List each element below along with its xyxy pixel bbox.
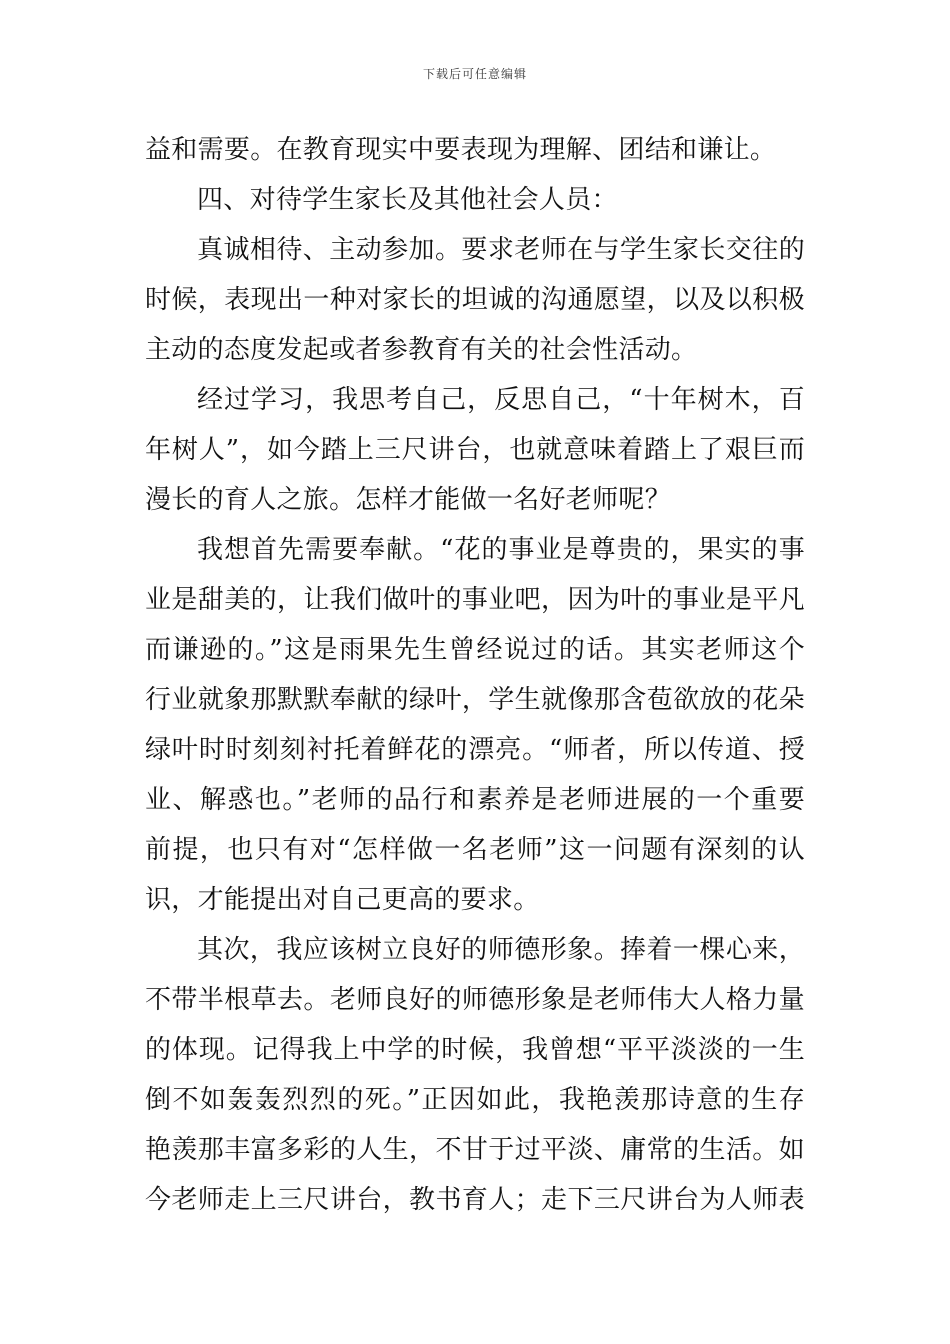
text-line: 益和需要。在教育现实中要表现为理解、团结和谦让。 (145, 135, 777, 165)
text-line: 业是甜美的，让我们做叶的事业吧，因为叶的事业是平凡 (145, 585, 805, 615)
text-line: 倒不如轰轰烈烈的死。”正因如此，我艳羡那诗意的生存 (145, 1085, 805, 1115)
text-line: 年树人”，如今踏上三尺讲台，也就意味着踏上了艰巨而 (145, 435, 805, 465)
text-line: 漫长的育人之旅。怎样才能做一名好老师呢？ (145, 485, 672, 515)
text-line: 识，才能提出对自己更高的要求。 (145, 885, 540, 915)
text-line: 今老师走上三尺讲台，教书育人；走下三尺讲台为人师表 (145, 1185, 805, 1215)
text-line: 真诚相待、主动参加。要求老师在与学生家长交往的 (197, 235, 805, 265)
text-line: 不带半根草去。老师良好的师德形象是老师伟大人格力量 (145, 985, 805, 1015)
text-line: 经过学习，我思考自己，反思自己，“十年树木，百 (197, 385, 805, 415)
text-line: 艳羡那丰富多彩的人生，不甘于过平淡、庸常的生活。如 (145, 1135, 805, 1165)
text-line: 行业就象那默默奉献的绿叶，学生就像那含苞欲放的花朵 (145, 685, 805, 715)
text-line: 主动的态度发起或者参教育有关的社会性活动。 (145, 335, 698, 365)
text-line: 其次，我应该树立良好的师德形象。捧着一棵心来， (197, 935, 805, 965)
text-line: 我想首先需要奉献。“花的事业是尊贵的，果实的事 (197, 535, 805, 565)
text-line: 时候，表现出一种对家长的坦诚的沟通愿望，以及以积极 (145, 285, 805, 315)
section-heading: 四、对待学生家长及其他社会人员： (197, 185, 618, 215)
text-line: 业、解惑也。”老师的品行和素养是老师进展的一个重要 (145, 785, 805, 815)
text-line: 绿叶时时刻刻衬托着鲜花的漂亮。“师者，所以传道、授 (145, 735, 805, 765)
text-line: 的体现。记得我上中学的时候，我曾想“平平淡淡的一生 (145, 1035, 805, 1065)
page-header: 下载后可任意编辑 (422, 67, 527, 81)
text-line: 而谦逊的。”这是雨果先生曾经说过的话。其实老师这个 (145, 635, 805, 665)
text-line: 前提，也只有对“怎样做一名老师”这一问题有深刻的认 (145, 835, 805, 865)
